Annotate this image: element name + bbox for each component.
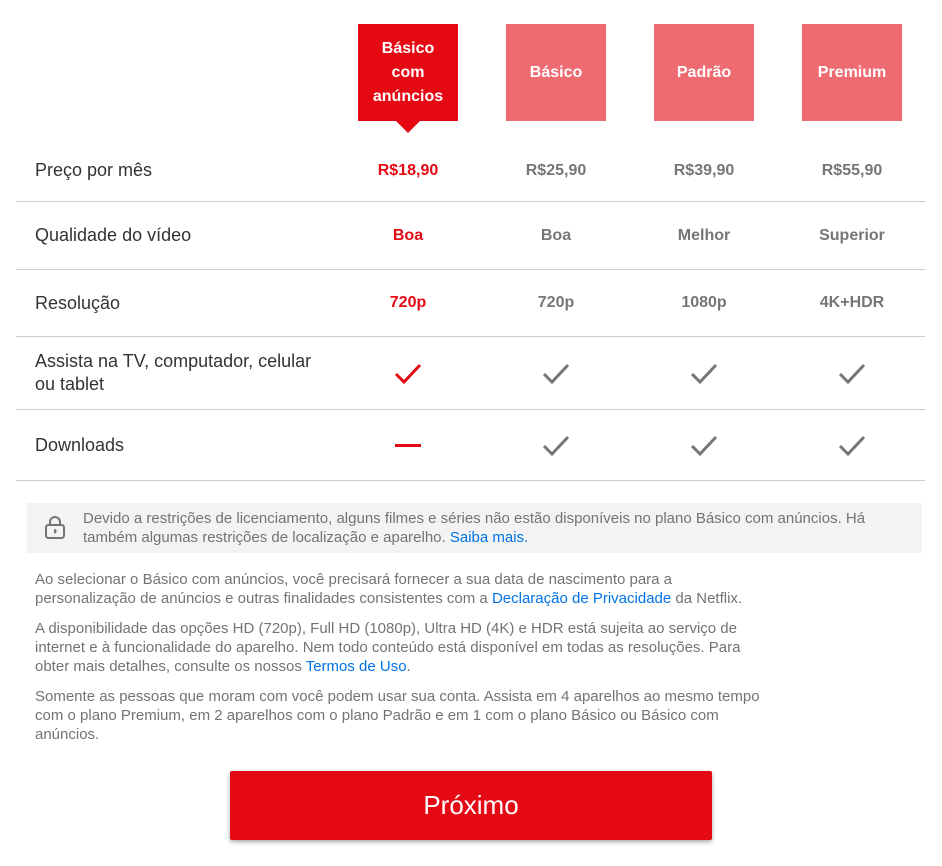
price-value: R$39,90 [673,161,735,179]
selected-plan-pointer-icon [395,120,421,133]
plan-tab-label: Básico [529,63,583,81]
resolution-value-selected: 720p [389,294,427,311]
dash-icon [334,444,482,447]
plan-tab-label: Premium [817,63,887,81]
check-icon [334,362,482,385]
price-value: R$55,90 [821,161,883,179]
plan-comparison-table [16,140,925,481]
plan-tab-premium[interactable] [802,24,902,121]
plan-tab-basico-com-anuncios[interactable] [358,24,458,121]
row-label: Downloads [35,434,125,455]
resolution-value: 4K+HDR [819,294,885,311]
paragraph-resolutions: A disponibilidade das opções HD (720p), Full HD (1080p), Ultra HD (4K) e HDR está sujeita ao serviço de internet e à funcionalidade do aparelho. Nem todo conteúdo está disponível em todas as resoluções. Para obter mais detalhes, consulte os nossos Termos de Uso. [35,620,741,675]
check-icon [482,362,630,385]
table-row-price [16,140,925,202]
row-label: Qualidade do vídeo [35,225,192,245]
terms-of-use-link[interactable]: Termos de Uso [305,658,407,675]
plan-tab-basico[interactable] [506,24,606,121]
row-label: Resolução [35,292,121,313]
licensing-note-text: Devido a restrições de licenciamento, alguns filmes e séries não estão disponíveis no plano Básico com anúncios. Há também algumas restrições de localização e aparelho. Saiba mais. [83,510,866,546]
licensing-note [27,503,922,553]
check-icon [630,362,778,385]
saiba-mais-link[interactable]: Saiba mais. [449,529,529,546]
price-value: R$25,90 [525,161,587,179]
check-icon [778,434,926,457]
fine-print [35,570,765,744]
table-row-resolution [16,270,925,337]
paragraph-household: Somente as pessoas que moram com você podem usar sua conta. Assista em 4 aparelhos ao mesmo tempo com o plano Premium, em 2 aparelhos com o plano Padrão e em 1 com o plano Básico ou Básico com anúncios. [35,688,760,743]
plan-tabs-row [16,0,942,121]
resolution-value: 720p [537,294,575,311]
plan-tab-label: Básico com anúncios [372,39,444,105]
check-icon [630,434,778,457]
row-label: Preço por mês [35,160,153,180]
row-label: Assista na TV, computador, celular ou tablet [35,351,312,394]
plan-tab-padrao[interactable] [654,24,754,121]
check-icon [482,434,630,457]
resolution-value: 1080p [681,294,727,311]
check-icon [778,362,926,385]
quality-value: Boa [540,226,572,244]
table-row-downloads [16,410,925,481]
price-value-selected: R$18,90 [377,161,439,179]
privacy-statement-link[interactable]: Declaração de Privacidade [491,590,672,607]
next-button[interactable]: Próximo [230,771,712,840]
plan-header-spacer [16,24,334,121]
table-row-devices [16,337,925,410]
quality-value: Superior [819,226,885,244]
plan-tab-label: Padrão [676,63,732,81]
paragraph-birthdate: Ao selecionar o Básico com anúncios, você precisará fornecer a sua data de nascimento para a personalização de anúncios e outras finalidades consistentes com a Declaração de Privacidade da Netflix. [35,571,743,607]
quality-value: Melhor [677,226,731,244]
lock-icon [44,515,66,541]
table-row-quality [16,202,925,270]
quality-value-selected: Boa [392,226,424,244]
